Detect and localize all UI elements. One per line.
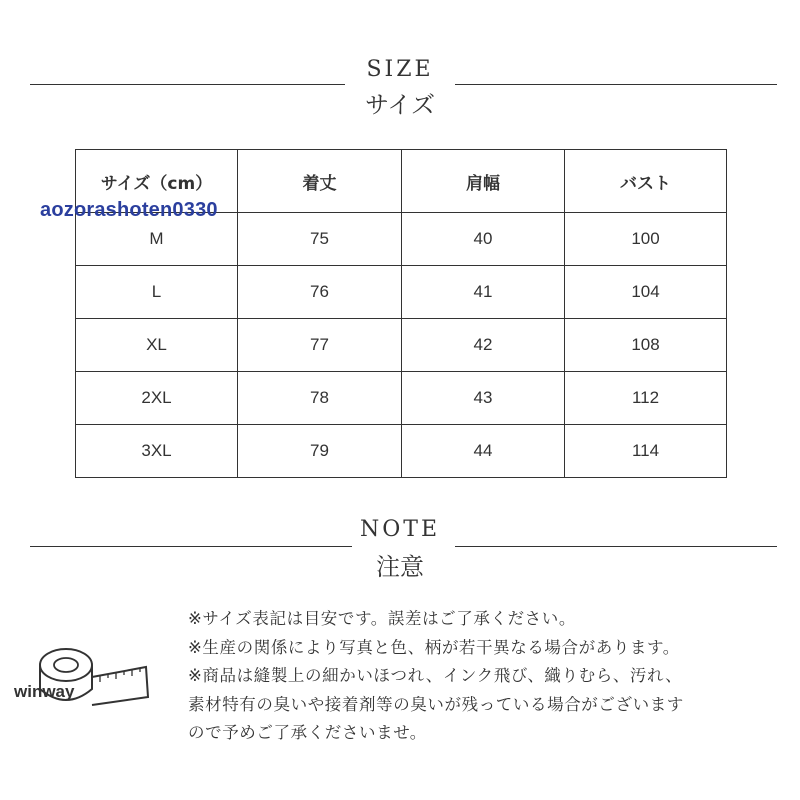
cell-bust: 104 [565,266,727,319]
note-line: ので予めご了承くださいませ。 [188,723,427,742]
note-line: 素材特有の臭いや接着剤等の臭いが残っている場合がございます [188,694,684,714]
cell-bust: 112 [565,372,727,425]
cell-shoulder: 40 [402,213,565,266]
note-line: ※サイズ表記は目安です。誤差はご了承ください。 [188,609,576,628]
table-row [76,319,727,372]
cell-length: 78 [238,372,402,425]
header-bust: バスト [565,150,727,213]
cell-shoulder: 41 [402,266,565,319]
cell-bust: 108 [565,319,727,372]
watermark-shop-id: aozorashoten0330 [40,199,218,221]
cell-size: L [76,266,238,319]
cell-length: 76 [238,266,402,319]
cell-length: 79 [238,425,402,478]
cell-size: M [76,213,238,266]
cell-shoulder: 42 [402,319,565,372]
table-row [76,425,727,478]
note-section-header [0,516,800,586]
note-line: ※生産の関係により写真と色、柄が若干異なる場合があります。 [188,637,680,657]
cell-shoulder: 43 [402,372,565,425]
cell-bust: 100 [565,213,727,266]
notes-block [188,605,788,748]
cell-length: 75 [238,213,402,266]
cell-length: 77 [238,319,402,372]
size-title-jp: サイズ [364,91,436,119]
measuring-tape-icon [36,625,156,725]
header-shoulder: 肩幅 [402,150,565,213]
size-title-en: SIZE [366,57,434,82]
cell-bust: 114 [565,425,727,478]
cell-size: 2XL [76,372,238,425]
header-length: 着丈 [238,150,402,213]
cell-size: XL [76,319,238,372]
note-title-en: NOTE [359,517,441,542]
cell-size: 3XL [76,425,238,478]
table-row [76,372,727,425]
note-title-jp: 注意 [376,553,424,581]
header-size: サイズ（cm） [76,150,238,213]
watermark-brand: winway [14,682,75,701]
note-line: ※商品は縫製上の細かいほつれ、インク飛び、織りむら、汚れ、 [188,666,683,685]
cell-shoulder: 44 [402,425,565,478]
size-section-header [0,55,800,125]
table-row [76,266,727,319]
